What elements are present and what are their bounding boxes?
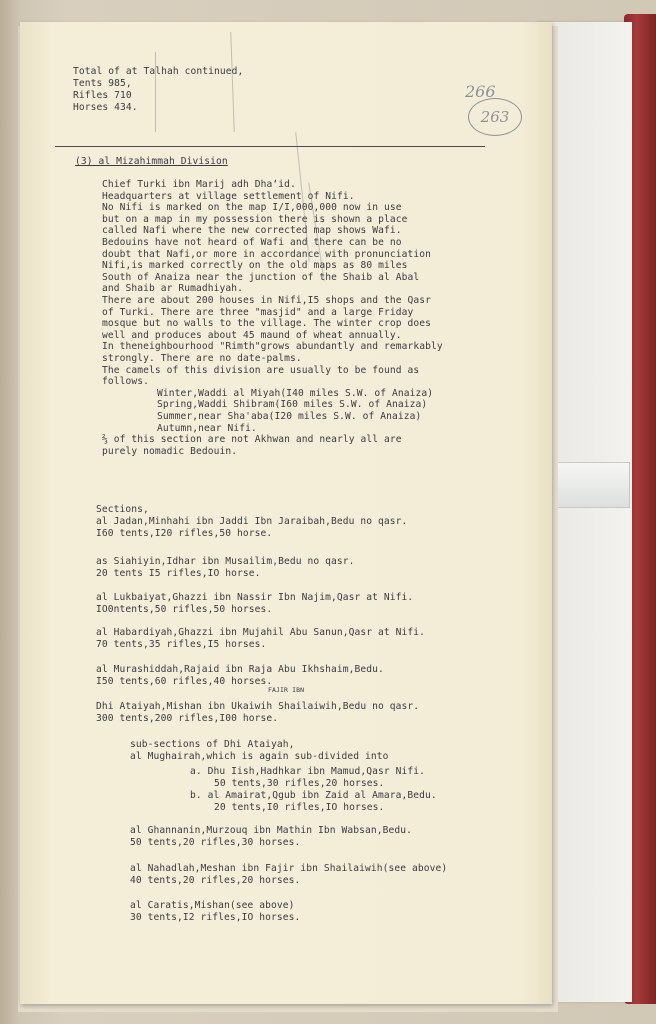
body-line: No Nifi is marked on the map I/I,000,000 now in use — [102, 202, 402, 214]
body-line: well and produces about 45 maund of wheat annually. — [102, 329, 402, 341]
section-name: al Habardiyah,Ghazzi ibn Mujahil Abu Sanun,Qasr at Nifi. — [96, 627, 426, 638]
body-line: called Nafi where the new corrected map shows Wafi. — [102, 225, 402, 237]
typed-text — [20, 22, 552, 1004]
horizontal-rule — [55, 146, 485, 147]
subdivision-strength: 20 tents,I0 rifles,IO horses. — [214, 802, 385, 813]
body-line: strongly. There are no date-palms. — [102, 353, 302, 364]
folio-circled-number: 263 — [468, 98, 522, 136]
section-name: as Siahiyin,Idhar ibn Musailim,Bedu no qasr. — [96, 556, 355, 567]
body-line: Bedouins have not heard of Wafi and there can be no — [102, 237, 402, 248]
body-line: doubt that Nafi,or more in accordance with pronunciation — [102, 248, 432, 260]
handwritten-insertion: FAJIR IBN — [268, 686, 305, 694]
subdivision-name: a. Dhu Iish,Hadhkar ibn Mamud,Qasr Nifi. — [190, 766, 426, 777]
season-line: Summer,near Sha'aba(I20 miles S.W. of Anaiza) — [157, 411, 422, 422]
header-line: Rifles 710 — [73, 90, 132, 101]
body-line: of Turki. There are three "masjid" and a large Friday — [102, 306, 414, 318]
body-line: Chief Turki ibn Marij adh Dhaʻid. — [102, 179, 296, 190]
body-line: In theneighbourhood "Rimth"grows abundantly and remarkably — [102, 341, 443, 353]
season-line: Autumn,near Nifi. — [157, 422, 257, 434]
body-line: There are about 200 houses in Nifi,I5 shops and the Qasr — [102, 295, 432, 306]
section-strength: 300 tents,200 rifles,I00 horse. — [96, 713, 279, 724]
subsection-name: al Caratis,Mishan(see above) — [130, 900, 295, 911]
section-strength: IO0ntents,50 rifles,50 horses. — [96, 604, 273, 615]
body-line: mosque but no walls to the village. The winter crop does — [102, 318, 432, 330]
sections-heading: Sections, — [96, 504, 149, 515]
subsection-strength: 30 tents,I2 rifles,IO horses. — [130, 912, 301, 923]
body-line: South of Anaiza near the junction of the Shaib al Abal — [102, 271, 420, 283]
note-line: ⅔ of this section are not Akhwan and nearly all are — [102, 434, 402, 446]
subsection-name: al Ghannanin,Murzouq ibn Mathin Ibn Wabsan,Bedu. — [130, 825, 413, 836]
body-line: Nifi,is marked correctly on the old maps as 80 miles — [102, 260, 408, 272]
season-line: Spring,Waddi Shibram(I60 miles S.W. of Anaiza) — [157, 399, 428, 411]
header-line: Tents 985, — [73, 78, 132, 89]
subsection-intro: sub-sections of Dhi Ataiyah, — [130, 739, 295, 750]
body-line: Headquarters at village settlement of Nifi. — [102, 190, 355, 202]
subsection-strength: 40 tents,20 rifles,20 horses. — [130, 875, 301, 886]
section-name: al Murashiddah,Rajaid ibn Raja Abu Ikhshaim,Bedu. — [96, 664, 384, 675]
body-line: follows. — [102, 376, 150, 388]
body-line: The camels of this division are usually to be found as — [102, 364, 420, 376]
document-page — [20, 22, 552, 1004]
subsection-name: al Nahadlah,Meshan ibn Fajir ibn Shailaiwih(see above) — [130, 863, 448, 874]
body-line: but on a map in my possession there is shown a place — [102, 213, 408, 225]
folio-old-number: 266 — [465, 82, 496, 101]
subsection-intro: al Mughairah,which is again sub-divided into — [130, 751, 389, 762]
section-name: Dhi Ataiyah,Mishan ibn Ukaiwih Shailaiwih,Bedu no qasr. — [96, 701, 420, 712]
subsection-strength: 50 tents,20 rifles,30 horses. — [130, 837, 301, 848]
header-line: Horses 434. — [73, 102, 138, 113]
division-title: (3) al Mizahimmah Division — [75, 156, 228, 167]
header-line: Total of at Talhah continued, — [73, 66, 244, 77]
section-strength: I50 tents,60 rifles,40 horses. — [96, 676, 273, 687]
section-strength: 20 tents I5 rifles,IO horse. — [96, 568, 261, 579]
section-strength: 70 tents,35 rifles,I5 horses. — [96, 639, 267, 650]
section-name: al Lukbaiyat,Ghazzi ibn Nassir Ibn Najim,Qasr at Nifi. — [96, 592, 414, 603]
note-line: purely nomadic Bedouin. — [102, 445, 238, 457]
subdivision-strength: 50 tents,30 rifles,20 horses. — [214, 778, 385, 789]
subdivision-name: b. al Amairat,Qgub ibn Zaid al Amara,Bedu. — [190, 790, 437, 801]
body-line: and Shaib ar Rumadhiyah. — [102, 283, 244, 295]
section-name: al Jadan,Minhahi ibn Jaddi Ibn Jaraibah,Bedu no qasr. — [96, 516, 408, 527]
section-strength: I60 tents,I20 rifles,50 horse. — [96, 528, 273, 539]
season-line: Winter,Waddi al Miyah(I40 miles S.W. of Anaiza) — [157, 387, 434, 399]
